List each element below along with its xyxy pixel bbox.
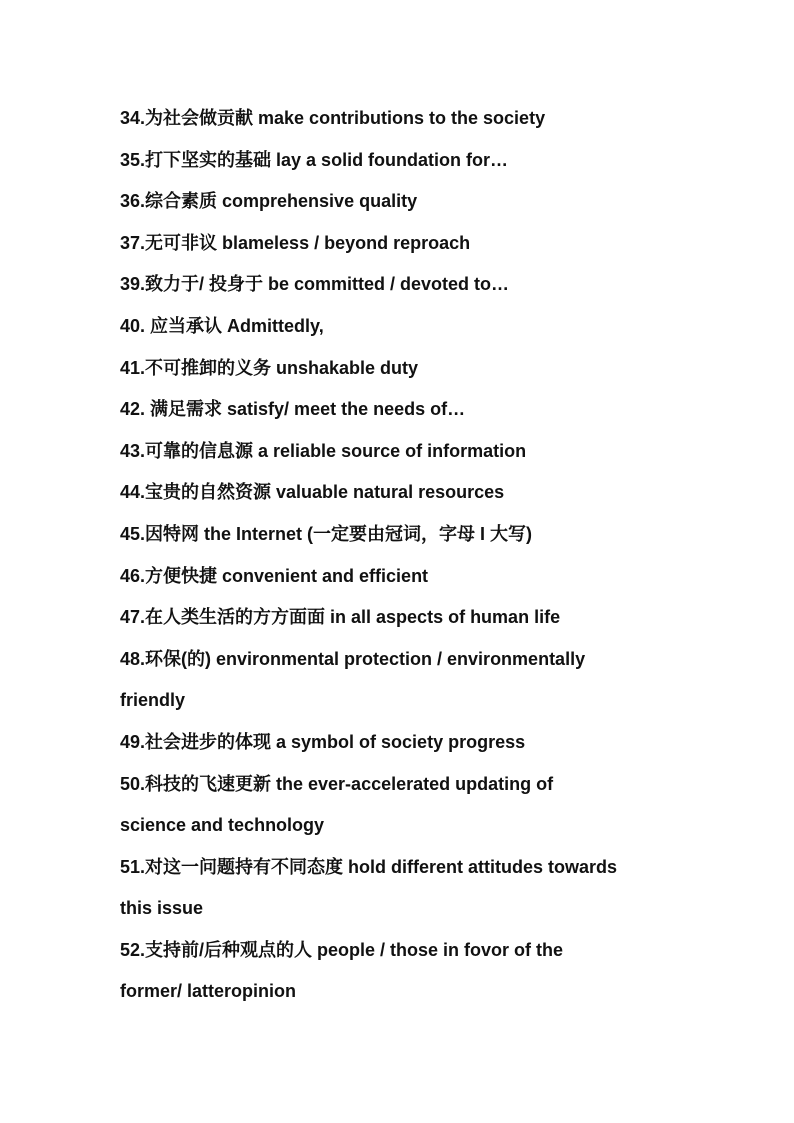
text-line: 48.环保(的) environmental protection / environmentally (120, 648, 586, 669)
text-line: 42. 满足需求 satisfy/ meet the needs of… (120, 399, 466, 420)
text-line: 39.致力于/ 投身于 be committed / devoted to… (120, 274, 510, 295)
text-line: 51.对这一问题持有不同态度 hold different attitudes towards (120, 856, 618, 877)
text-line: 52.支持前/后种观点的人 people / those in fovor of the (120, 939, 564, 960)
text-line: 41.不可推卸的义务 unshakable duty (120, 357, 419, 378)
text-line: 46.方便快捷 convenient and efficient (120, 565, 429, 586)
text-line: former/ latteropinion (120, 981, 297, 1002)
text-line: 47.在人类生活的方方面面 in all aspects of human life (120, 607, 561, 628)
text-line: 37.无可非议 blameless / beyond reproach (120, 232, 471, 253)
text-line: 43.可靠的信息源 a reliable source of information (120, 440, 527, 461)
text-line: 50.科技的飞速更新 the ever-accelerated updating of (120, 773, 554, 794)
text-line: 40. 应当承认 Admittedly, (120, 315, 324, 336)
text-line: friendly (120, 690, 186, 711)
text-line: this issue (120, 898, 204, 919)
text-line: 44.宝贵的自然资源 valuable natural resources (120, 482, 505, 503)
text-line: 36.综合素质 comprehensive quality (120, 191, 418, 212)
text-line: 34.为社会做贡献 make contributions to the society (120, 108, 546, 128)
text-line: 45.因特网 the Internet (一定要由冠词，字母 I 大写) (120, 523, 533, 544)
text-line: science and technology (120, 815, 325, 836)
text-line: 35.打下坚实的基础 lay a solid foundation for… (120, 149, 509, 170)
phrase-list (120, 100, 700, 1015)
text-line: 49.社会进步的体现 a symbol of society progress (120, 731, 526, 752)
